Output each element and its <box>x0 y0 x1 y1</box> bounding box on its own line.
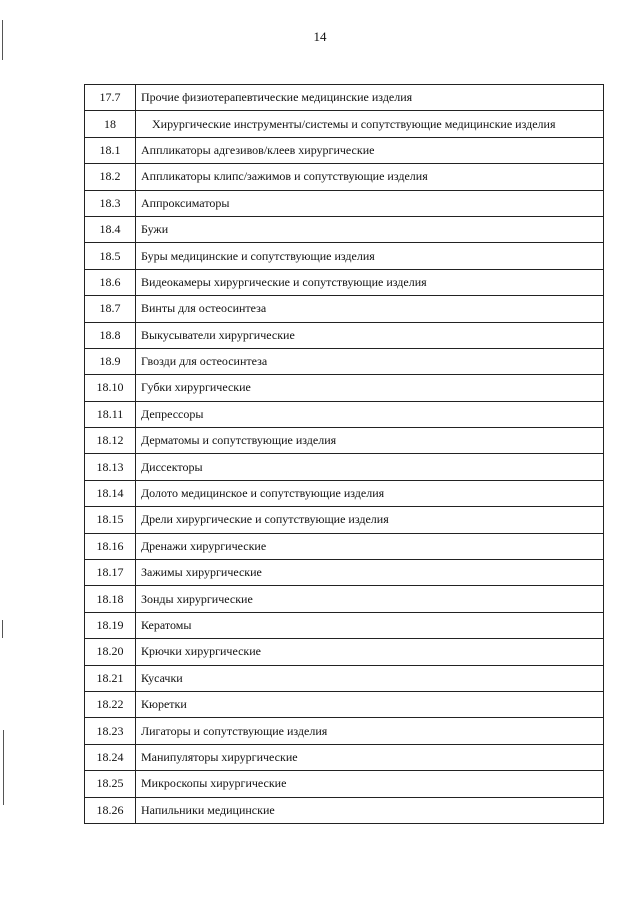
row-description: Долото медицинское и сопутствующие изделия <box>136 480 604 506</box>
row-description: Лигаторы и сопутствующие изделия <box>136 718 604 744</box>
table-row <box>85 691 604 717</box>
row-number: 18.11 <box>85 401 136 427</box>
row-description: Крючки хирургические <box>136 639 604 665</box>
row-description: Напильники медицинские <box>136 797 604 823</box>
table-row <box>85 137 604 163</box>
row-number: 18.5 <box>85 243 136 269</box>
row-description: Выкусыватели хирургические <box>136 322 604 348</box>
table-row <box>85 322 604 348</box>
row-description: Зонды хирургические <box>136 586 604 612</box>
row-description: Винты для остеосинтеза <box>136 296 604 322</box>
row-number: 18 <box>85 111 136 137</box>
row-description: Дерматомы и сопутствующие изделия <box>136 428 604 454</box>
row-number: 18.24 <box>85 744 136 770</box>
table-row <box>85 348 604 374</box>
row-description: Хирургические инструменты/системы и сопутствующие медицинские изделия <box>136 111 604 137</box>
row-number: 18.12 <box>85 428 136 454</box>
table-row <box>85 718 604 744</box>
row-number: 18.8 <box>85 322 136 348</box>
row-number: 18.7 <box>85 296 136 322</box>
row-number: 18.2 <box>85 164 136 190</box>
table-row <box>85 533 604 559</box>
row-number: 18.9 <box>85 348 136 374</box>
table-row <box>85 85 604 111</box>
table-row <box>85 216 604 242</box>
row-description: Кусачки <box>136 665 604 691</box>
table-row <box>85 375 604 401</box>
row-description: Видеокамеры хирургические и сопутствующие изделия <box>136 269 604 295</box>
row-description: Кюретки <box>136 691 604 717</box>
row-number: 17.7 <box>85 85 136 111</box>
row-number: 18.23 <box>85 718 136 744</box>
row-number: 18.13 <box>85 454 136 480</box>
row-description: Микроскопы хирургические <box>136 771 604 797</box>
row-description: Кератомы <box>136 612 604 638</box>
row-number: 18.26 <box>85 797 136 823</box>
row-number: 18.22 <box>85 691 136 717</box>
row-description: Гвозди для остеосинтеза <box>136 348 604 374</box>
table-row <box>85 243 604 269</box>
page-number: 14 <box>313 29 327 44</box>
row-number: 18.25 <box>85 771 136 797</box>
row-description: Аппликаторы адгезивов/клеев хирургические <box>136 137 604 163</box>
table-row <box>85 665 604 691</box>
table-row <box>85 296 604 322</box>
row-number: 18.3 <box>85 190 136 216</box>
table-row <box>85 111 604 137</box>
row-number: 18.16 <box>85 533 136 559</box>
table-row <box>85 401 604 427</box>
row-description: Аппроксиматоры <box>136 190 604 216</box>
row-number: 18.4 <box>85 216 136 242</box>
table-row <box>85 269 604 295</box>
table-row <box>85 164 604 190</box>
row-number: 18.18 <box>85 586 136 612</box>
row-description: Буры медицинские и сопутствующие изделия <box>136 243 604 269</box>
table-row <box>85 744 604 770</box>
device-category-table <box>84 84 604 824</box>
scan-edge-mark <box>2 620 3 638</box>
row-number: 18.17 <box>85 560 136 586</box>
row-number: 18.15 <box>85 507 136 533</box>
row-number: 18.14 <box>85 480 136 506</box>
row-description: Аппликаторы клипс/зажимов и сопутствующие изделия <box>136 164 604 190</box>
table-row <box>85 612 604 638</box>
scan-edge-mark <box>2 20 3 60</box>
row-number: 18.19 <box>85 612 136 638</box>
table-row <box>85 797 604 823</box>
row-description: Диссекторы <box>136 454 604 480</box>
row-description: Дрели хирургические и сопутствующие изделия <box>136 507 604 533</box>
row-number: 18.10 <box>85 375 136 401</box>
row-description: Депрессоры <box>136 401 604 427</box>
table-row <box>85 428 604 454</box>
row-description: Бужи <box>136 216 604 242</box>
row-description: Зажимы хирургические <box>136 560 604 586</box>
row-number: 18.21 <box>85 665 136 691</box>
table-row <box>85 190 604 216</box>
row-description: Прочие физиотерапевтические медицинские изделия <box>136 85 604 111</box>
table-row <box>85 639 604 665</box>
table-row <box>85 771 604 797</box>
table-row <box>85 454 604 480</box>
table-row <box>85 480 604 506</box>
scan-edge-mark <box>3 730 4 805</box>
row-description: Дренажи хирургические <box>136 533 604 559</box>
row-number: 18.6 <box>85 269 136 295</box>
table-row <box>85 586 604 612</box>
row-number: 18.20 <box>85 639 136 665</box>
row-number: 18.1 <box>85 137 136 163</box>
table-row <box>85 507 604 533</box>
row-description: Манипуляторы хирургические <box>136 744 604 770</box>
row-description: Губки хирургические <box>136 375 604 401</box>
table-row <box>85 560 604 586</box>
